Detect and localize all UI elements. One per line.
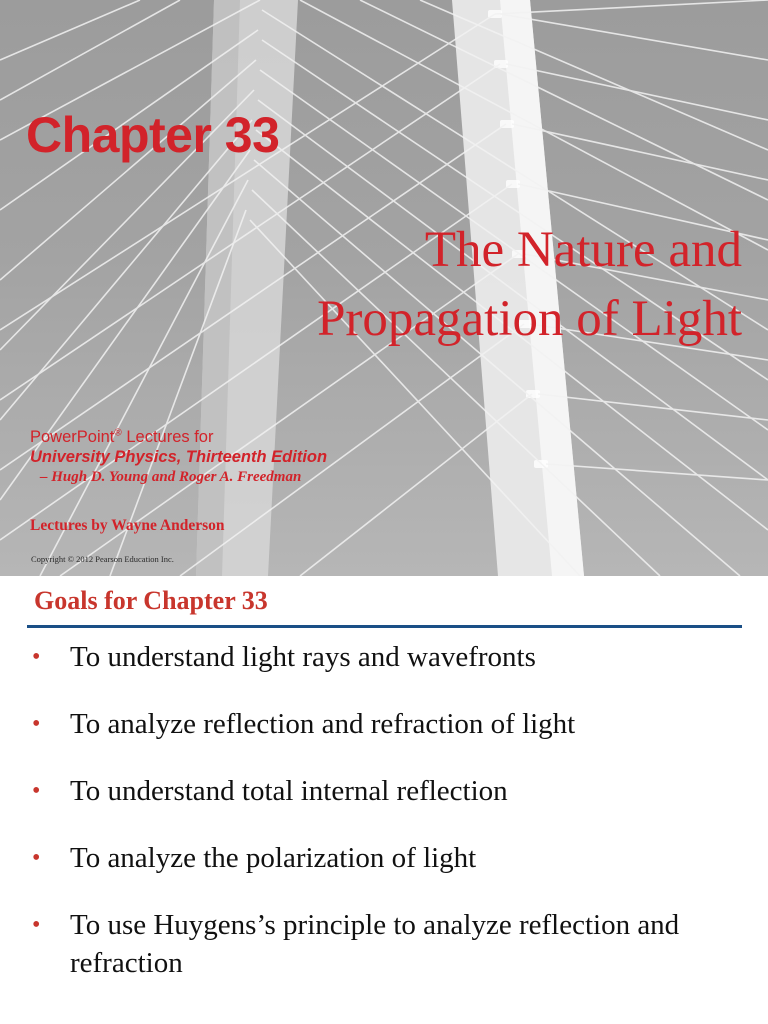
- title-divider: [27, 625, 742, 628]
- goals-title: Goals for Chapter 33: [34, 586, 268, 615]
- goals-slide: [0, 576, 768, 1024]
- powerpoint-label: PowerPoint: [30, 428, 115, 446]
- registered-mark: ®: [114, 427, 122, 439]
- bullet-icon: •: [32, 644, 41, 670]
- bullet-icon: •: [32, 912, 41, 938]
- bullet-icon: •: [32, 711, 41, 737]
- lectures-for-label: Lectures for: [121, 428, 214, 446]
- subtitle-line-2: Propagation of Light: [317, 291, 742, 347]
- subtitle-line-1: The Nature and: [424, 222, 742, 278]
- bullet-icon: •: [32, 778, 41, 804]
- bullet-icon: •: [32, 845, 41, 871]
- chapter-subtitle: [317, 216, 742, 354]
- goal-item: [32, 638, 744, 676]
- goal-item: [32, 839, 744, 877]
- goal-text: To understand light rays and wavefronts: [70, 641, 536, 673]
- powerpoint-lectures-line: [30, 427, 327, 447]
- goal-text: To analyze reflection and refraction of light: [70, 708, 576, 740]
- book-authors: – Hugh D. Young and Roger A. Freedman: [40, 469, 302, 485]
- chapter-title: Chapter 33: [26, 107, 280, 163]
- goal-text: To analyze the polarization of light: [70, 842, 477, 874]
- goal-item: [32, 772, 744, 810]
- goal-item: [32, 906, 744, 982]
- lecture-credits: [30, 427, 327, 487]
- lecturer-credit: Lectures by Wayne Anderson: [30, 517, 225, 534]
- book-title: University Physics, Thirteenth Edition: [30, 448, 328, 466]
- goal-text: To use Huygens’s principle to analyze reflection and refraction: [70, 909, 680, 979]
- goal-item: [32, 705, 744, 743]
- goal-text: To understand total internal reflection: [70, 775, 508, 807]
- copyright-notice: Copyright © 2012 Pearson Education Inc.: [31, 554, 174, 564]
